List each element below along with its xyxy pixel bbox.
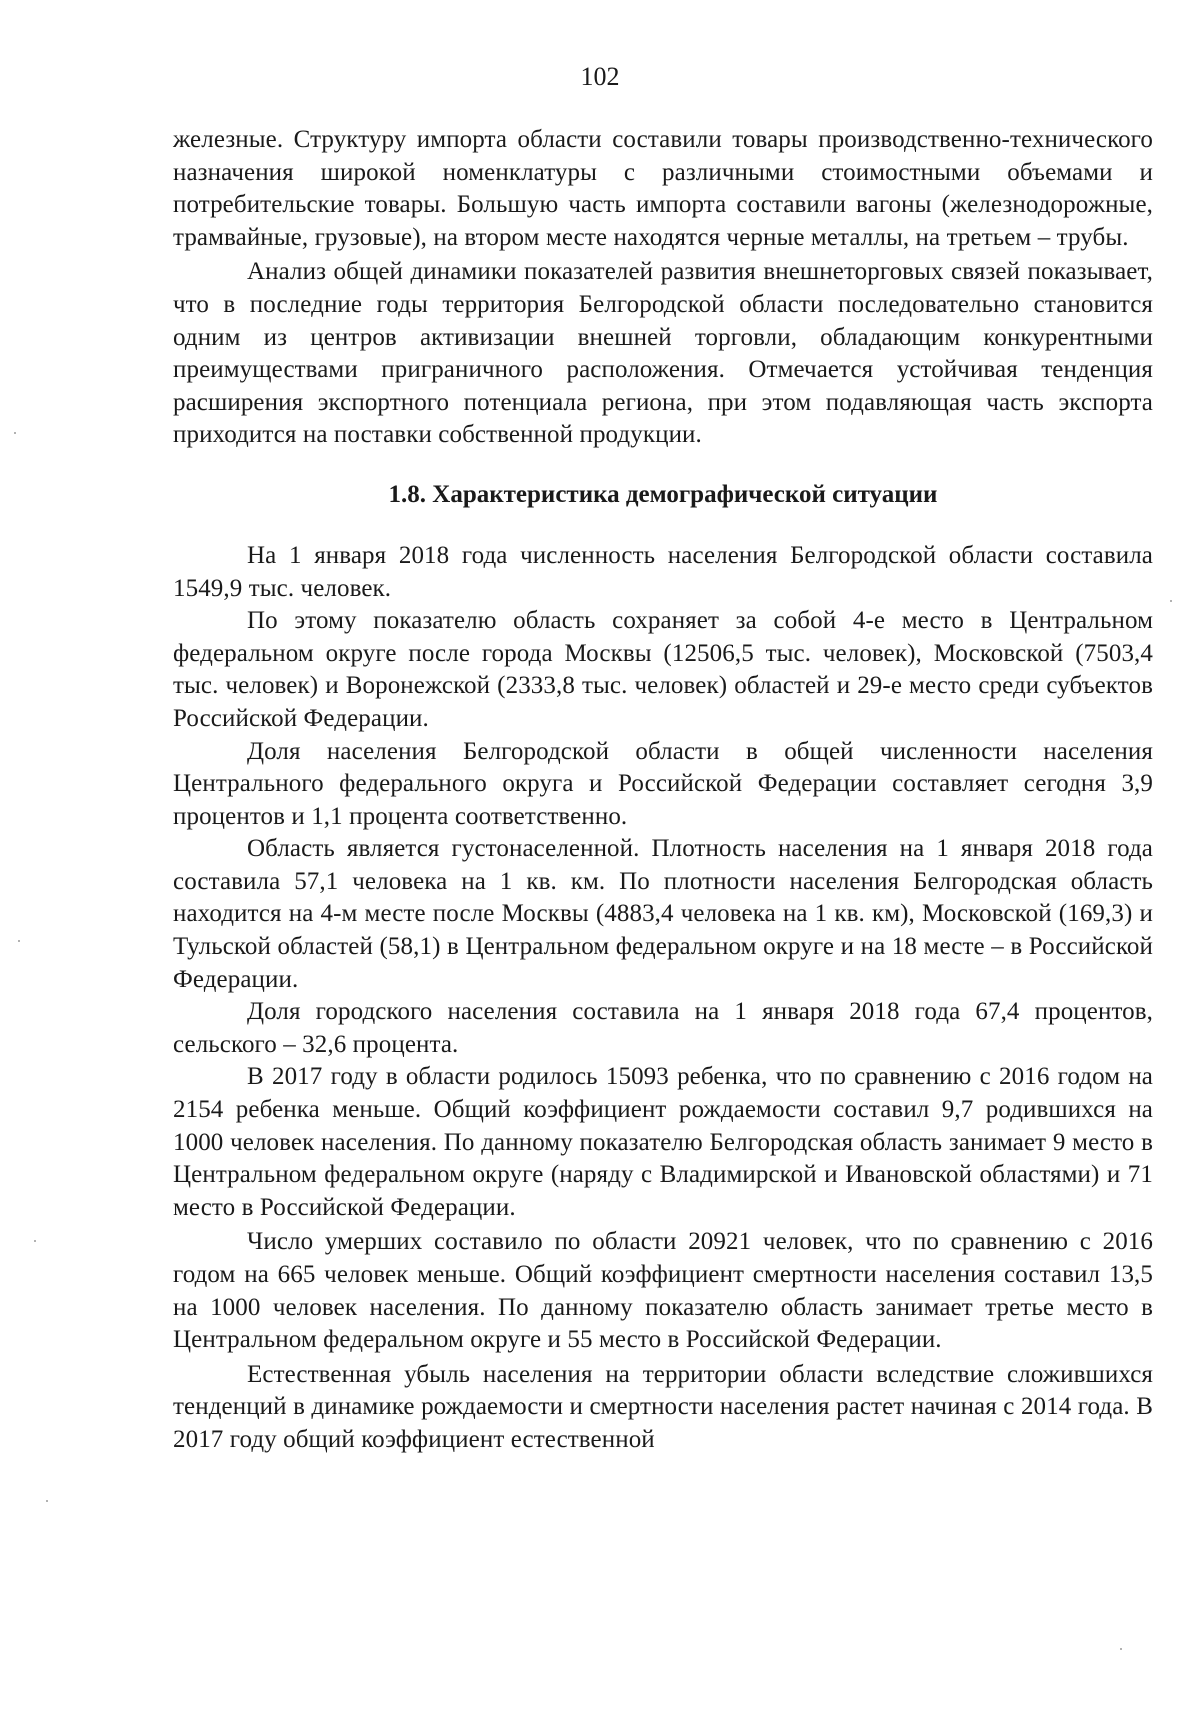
paragraph-deaths: Число умерших составило по области 20921 человек, что по сравнению с 2016 годом на 665 человек меньше. Общий коэффициент смертности населения составил 13,5 на 1000 человек населения. По данному показателю область занимает третье место в Центральном федеральном округе и 55 место в Российской Федерации.	[173, 1228, 1153, 1354]
paragraph-import-structure: железные. Структуру импорта области составили товары производственно-технического назначения широкой номенклатуры с различными стоимостными объемами и потребительские товары. Большую часть импорта составили вагоны (железнодорожные, трамвайные, грузовые), на втором месте находятся черные металлы, на третьем – трубы.	[173, 126, 1153, 251]
paragraph-trade-analysis: Анализ общей динамики показателей развития внешнеторговых связей показывает, что в последние годы территория Белгородской области последовательно становится одним из центров активизации внешней торговли, обладающим конкурентными преимуществами приграничного расположения. Отмечается устойчивая тенденция расширения экспортного потенциала региона, при этом подавляющая часть экспорта приходится на поставки собственной продукции.	[173, 258, 1153, 449]
body-text	[173, 124, 1153, 1457]
paragraph-population-density: Область является густонаселенной. Плотность населения на 1 января 2018 года составила 57,1 человека на 1 кв. км. По плотности населения Белгородская область находится на 4-м месте после Москвы (4883,4 человека на 1 кв. км), Московской (169,3) и Тульской областей (58,1) в Центральном федеральном округе и на 18 месте – в Российской Федерации.	[173, 835, 1153, 993]
scan-speck	[1170, 600, 1172, 602]
paragraph-natural-decline: Естественная убыль населения на территории области вследствие сложившихся тенденций в динамике рождаемости и смертности населения растет начиная с 2014 года. В 2017 году общий коэффициент естественной	[173, 1360, 1153, 1453]
scan-speck	[46, 1500, 48, 1502]
scan-speck	[1120, 1648, 1122, 1650]
scan-speck	[18, 940, 20, 942]
page-number: 102	[580, 62, 620, 91]
section-heading: 1.8. Характеристика демографической ситуации	[388, 480, 938, 508]
paragraph-urban-share: Доля городского населения составила на 1 января 2018 года 67,4 процентов, сельского – 32,6 процента.	[173, 998, 1153, 1058]
paragraph-population-rank: По этому показателю область сохраняет за собой 4-е место в Центральном федеральном округе после города Москвы (12506,5 тыс. человек), Московской (7503,4 тыс. человек) и Воронежской (2333,8 тыс. человек) областей и 29-е место среди субъектов Российской Федерации.	[173, 607, 1153, 732]
paragraph-population-total: На 1 января 2018 года численность населения Белгородской области составила 1549,9 тыс. человек.	[173, 541, 1153, 602]
scan-speck	[34, 1240, 36, 1242]
paragraph-population-share: Доля населения Белгородской области в общей численности населения Центрального федерального округа и Российской Федерации составляет сегодня 3,9 процентов и 1,1 процента соответственно.	[173, 737, 1153, 830]
paragraph-births: В 2017 году в области родилось 15093 ребенка, что по сравнению с 2016 годом на 2154 ребенка меньше. Общий коэффициент рождаемости составил 9,7 родившихся на 1000 человек населения. По данному показателю Белгородская область занимает 9 место в Центральном федеральном округе (наряду с Владимирской и Ивановской областями) и 71 место в Российской Федерации.	[173, 1063, 1153, 1221]
scan-speck	[14, 432, 16, 434]
